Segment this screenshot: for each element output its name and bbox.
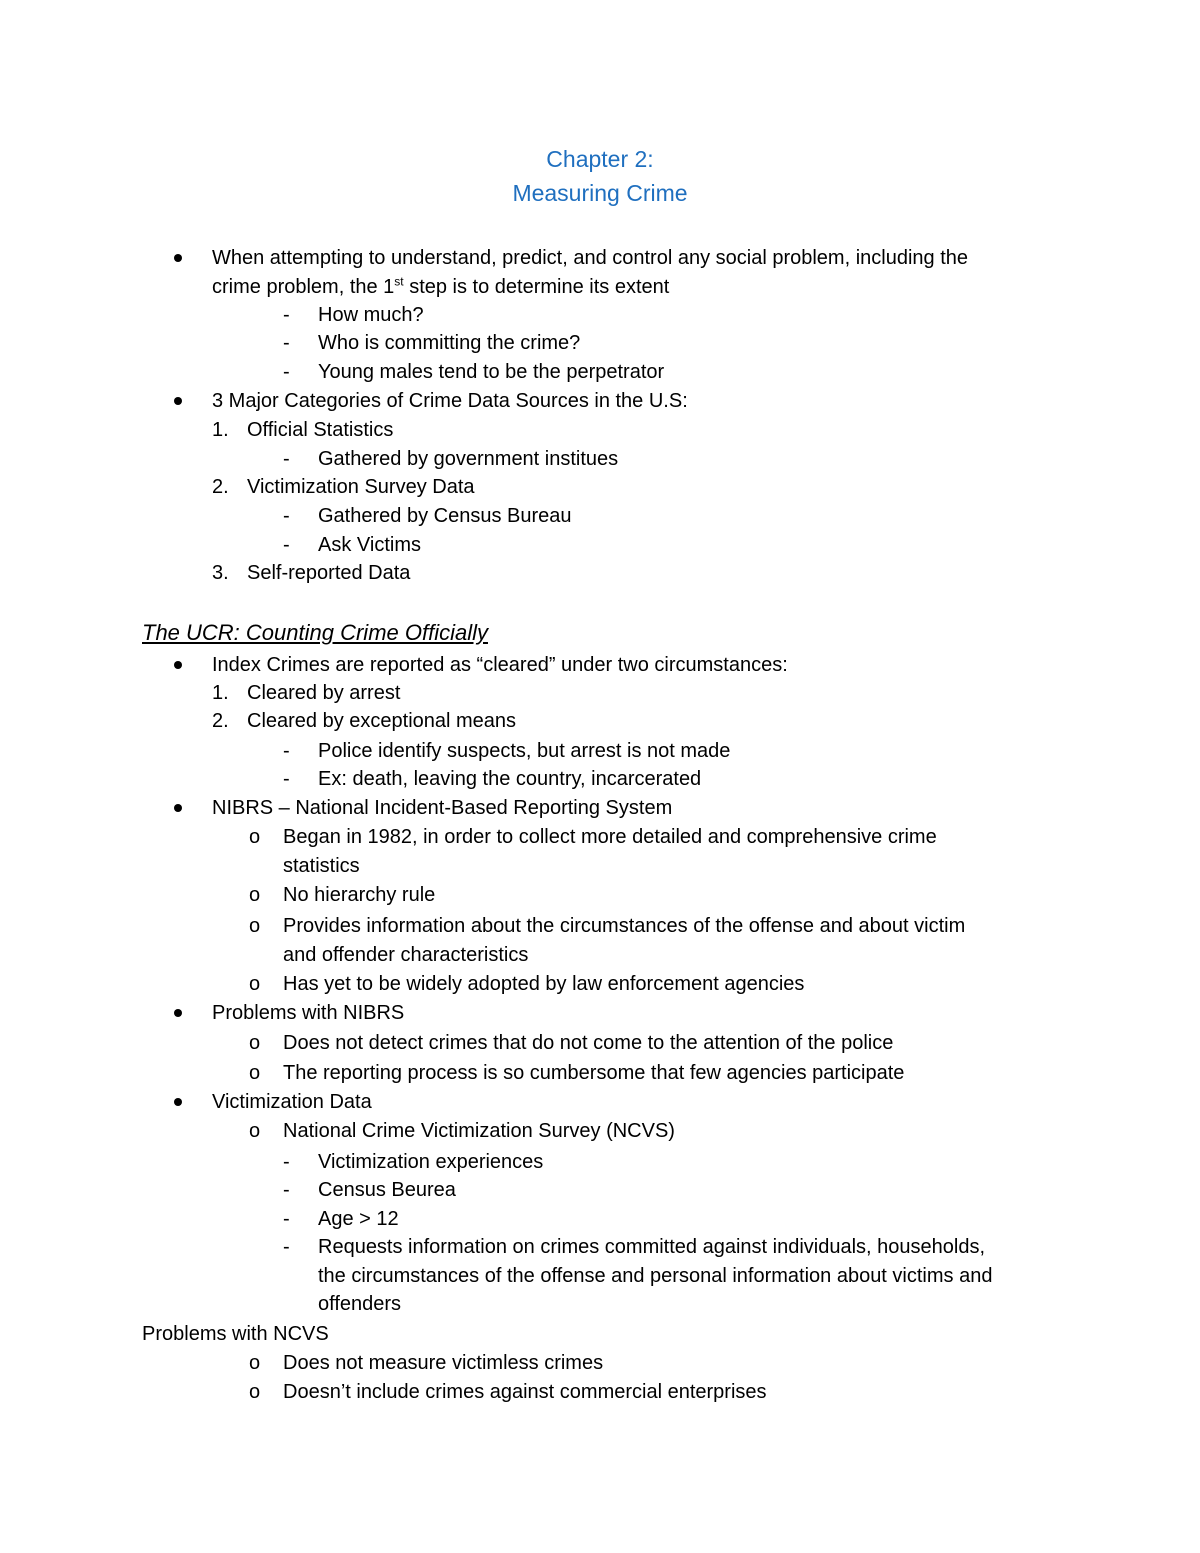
circle-marker: o <box>249 1352 261 1374</box>
number-marker: 3. <box>212 562 229 584</box>
circle-marker: o <box>249 826 261 848</box>
dash-marker: - <box>283 1208 290 1230</box>
ucr-item-2: Cleared by exceptional means <box>247 710 517 732</box>
circle-marker: o <box>249 1381 261 1403</box>
circle-marker: o <box>249 884 261 906</box>
bullet-icon <box>174 1098 182 1106</box>
ncvs-sub-1: Victimization experiences <box>318 1151 544 1173</box>
problems-nibrs-2: The reporting process is so cumbersome that few agencies participate <box>283 1062 905 1084</box>
dash-marker: - <box>283 1151 290 1173</box>
ucr-item-1: Cleared by arrest <box>247 682 401 704</box>
dash-marker: - <box>283 768 290 790</box>
dash-marker: - <box>283 740 290 762</box>
circle-marker: o <box>249 1120 261 1142</box>
bullet-icon <box>174 1009 182 1017</box>
ucr-item-2-sub-1: Police identify suspects, but arrest is not made <box>318 740 731 762</box>
dash-marker: - <box>283 1236 290 1258</box>
nibrs-item-2: No hierarchy rule <box>283 884 436 906</box>
ncvs-sub-4-line-3: offenders <box>318 1293 402 1315</box>
ucr-bullet-1: Index Crimes are reported as “cleared” under two circumstances: <box>212 654 788 676</box>
ncvs-sub-4-line-1: Requests information on crimes committed against individuals, households, <box>318 1236 986 1258</box>
ncvs-sub-2: Census Beurea <box>318 1179 456 1201</box>
ucr-item-2-sub-2: Ex: death, leaving the country, incarcerated <box>318 768 702 790</box>
problems-ncvs-1: Does not measure victimless crimes <box>283 1352 604 1374</box>
intro-sub-3: Young males tend to be the perpetrator <box>318 361 665 383</box>
intro-bullet-1-line-2: crime problem, the 1st step is to determine its extent <box>212 274 670 298</box>
nibrs-bullet: NIBRS – National Incident-Based Reporting System <box>212 797 673 819</box>
problems-ncvs-2: Doesn’t include crimes against commercial enterprises <box>283 1381 767 1403</box>
circle-marker: o <box>249 915 261 937</box>
bullet-icon <box>174 661 182 669</box>
dash-marker: - <box>283 448 290 470</box>
ncvs-sub-4-line-2: the circumstances of the offense and personal information about victims and <box>318 1265 993 1287</box>
intro-bullet-1-line-1: When attempting to understand, predict, and control any social problem, including the <box>212 247 968 269</box>
nibrs-item-1-line-2: statistics <box>283 855 360 877</box>
circle-marker: o <box>249 1032 261 1054</box>
nibrs-item-3-line-1: Provides information about the circumstances of the offense and about victim <box>283 915 966 937</box>
dash-marker: - <box>283 505 290 527</box>
dash-marker: - <box>283 361 290 383</box>
nibrs-item-3-line-2: and offender characteristics <box>283 944 529 966</box>
ncvs-item: National Crime Victimization Survey (NCVS) <box>283 1120 675 1142</box>
nibrs-item-4: Has yet to be widely adopted by law enforcement agencies <box>283 973 805 995</box>
category-2: Victimization Survey Data <box>247 476 475 498</box>
category-2-sub-2: Ask Victims <box>318 534 421 556</box>
ucr-heading: The UCR: Counting Crime Officially <box>142 620 488 645</box>
chapter-title: Chapter 2: <box>546 146 654 172</box>
nibrs-item-1-line-1: Began in 1982, in order to collect more detailed and comprehensive crime <box>283 826 937 848</box>
bullet-icon <box>174 804 182 812</box>
category-1-sub-1: Gathered by government institues <box>318 448 619 470</box>
bullet-icon <box>174 397 182 405</box>
dash-marker: - <box>283 1179 290 1201</box>
problems-ncvs-heading: Problems with NCVS <box>142 1323 329 1345</box>
category-1: Official Statistics <box>247 419 394 441</box>
chapter-subtitle: Measuring Crime <box>512 180 688 206</box>
intro-bullet-2: 3 Major Categories of Crime Data Sources in the U.S: <box>212 390 688 412</box>
category-2-sub-1: Gathered by Census Bureau <box>318 505 572 527</box>
dash-marker: - <box>283 534 290 556</box>
number-marker: 2. <box>212 476 229 498</box>
bullet-icon <box>174 254 182 262</box>
circle-marker: o <box>249 1062 261 1084</box>
problems-nibrs-1: Does not detect crimes that do not come to the attention of the police <box>283 1032 894 1054</box>
problems-nibrs-bullet: Problems with NIBRS <box>212 1002 405 1024</box>
intro-sub-2: Who is committing the crime? <box>318 332 581 354</box>
intro-sub-1: How much? <box>318 304 424 326</box>
dash-marker: - <box>283 332 290 354</box>
victimization-bullet: Victimization Data <box>212 1091 372 1113</box>
dash-marker: - <box>283 304 290 326</box>
ncvs-sub-3: Age > 12 <box>318 1208 399 1230</box>
number-marker: 1. <box>212 419 229 441</box>
number-marker: 2. <box>212 710 229 732</box>
circle-marker: o <box>249 973 261 995</box>
number-marker: 1. <box>212 682 229 704</box>
category-3: Self-reported Data <box>247 562 411 584</box>
